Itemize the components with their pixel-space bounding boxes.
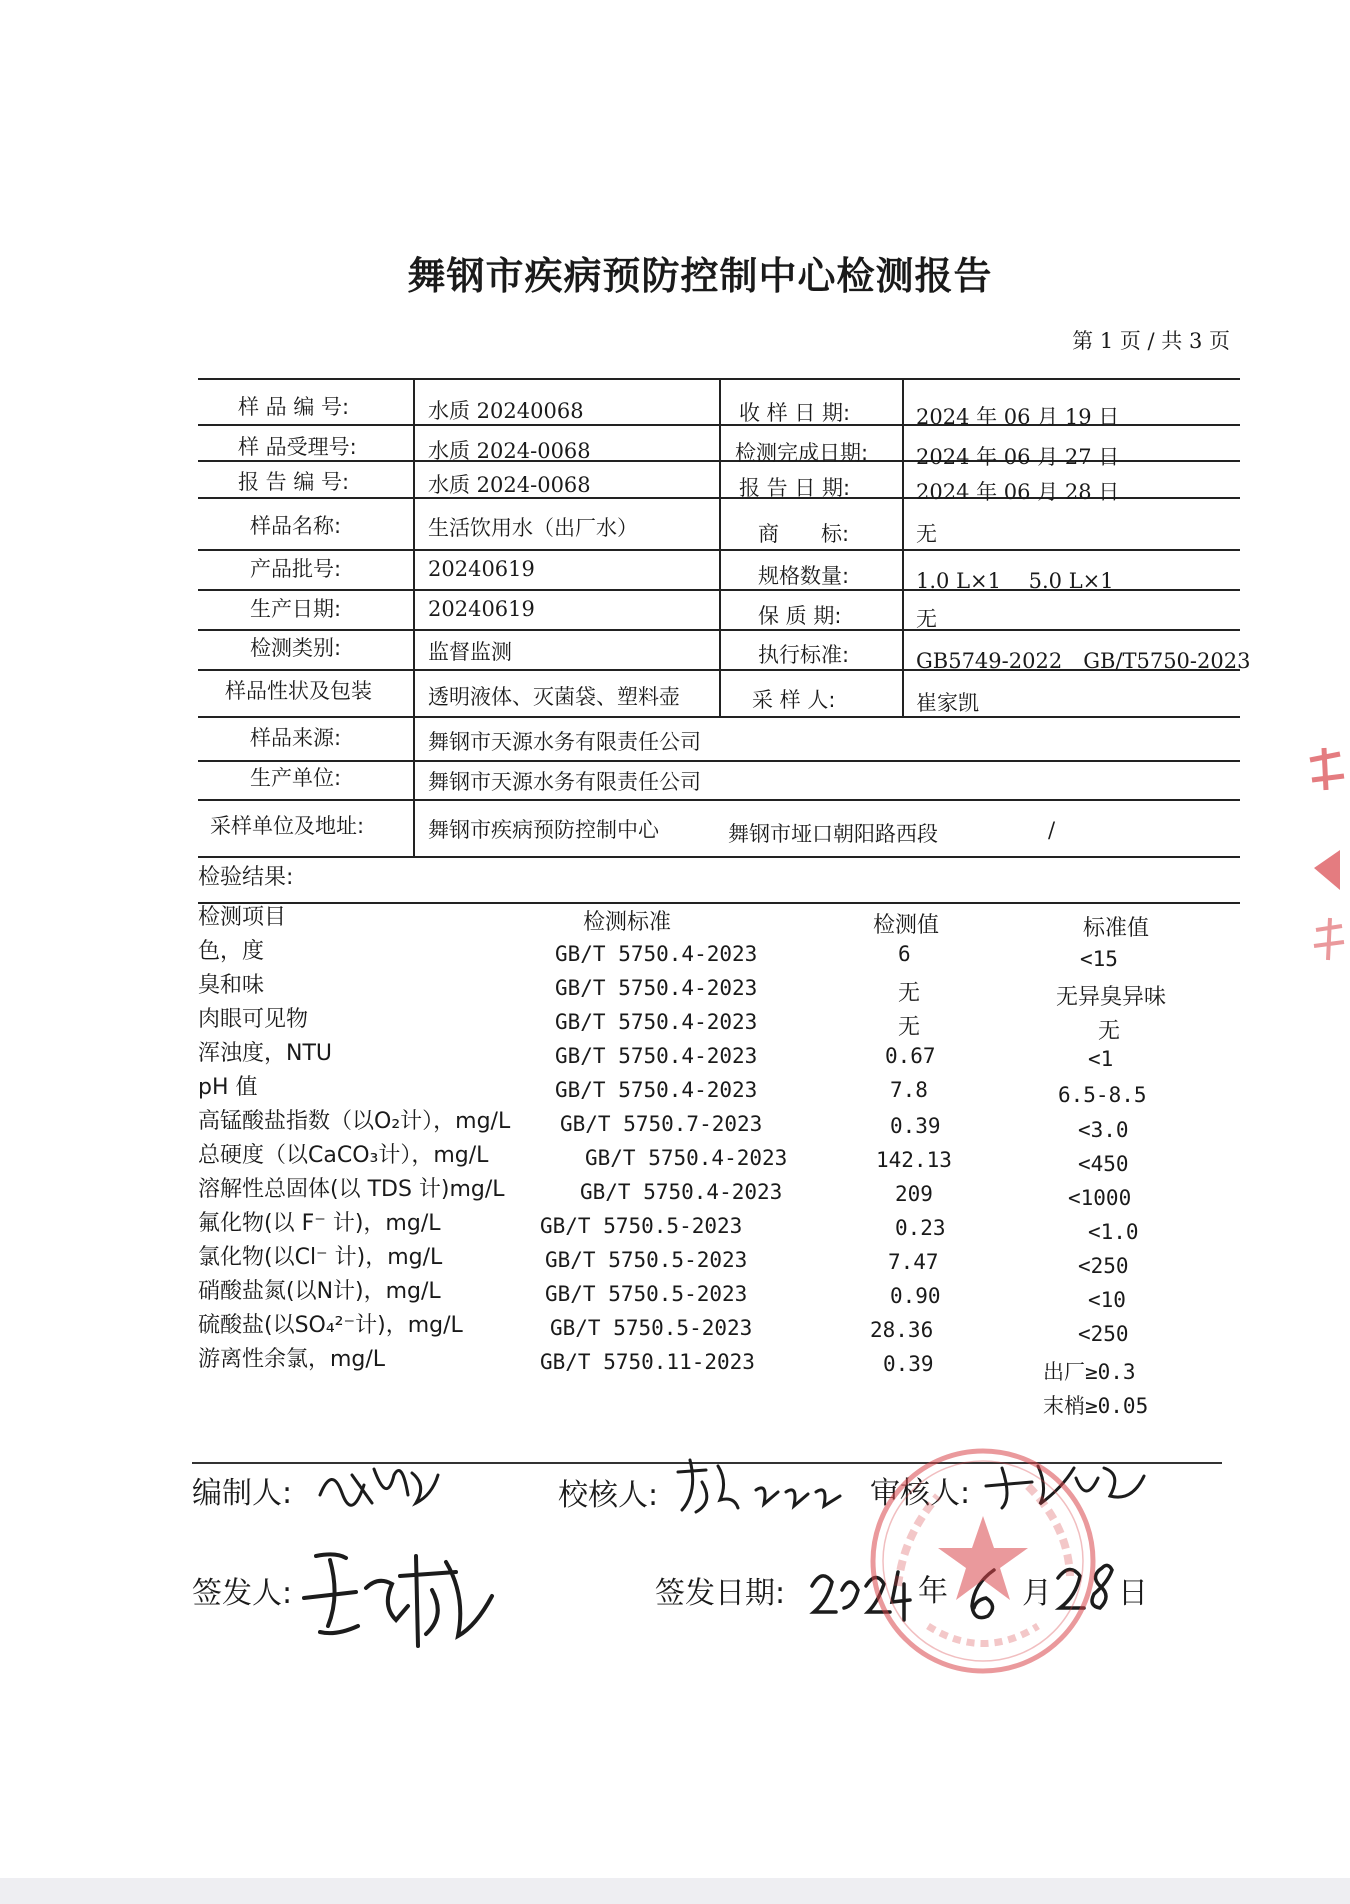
result-item: 氯化物(以Cl⁻ 计)，mg/L [198,1245,443,1270]
brand-value: 无 [916,522,937,546]
result-value: 0.39 [890,1114,941,1138]
address-slash: / [1048,818,1056,842]
finish-date-value: 2024 年 06 月 27 日 [916,445,1120,469]
result-limit-extra: 末梢≥0.05 [1043,1394,1149,1418]
shelf-life-label: 保 质 期: [758,604,842,628]
spec-value: 1.0 L×1 5.0 L×1 [916,569,1114,593]
result-value: 6 [898,942,911,966]
pack-label: 样品性状及包装 [225,679,372,703]
result-value: 7.8 [890,1078,928,1102]
sampling-address-value: 舞钢市垭口朝阳路西段 [728,822,938,846]
checker-label: 校核人: [558,1478,659,1513]
page-indicator: 第 1 页 / 共 3 页 [1072,329,1230,353]
sample-no-value: 水质 20240068 [428,399,584,423]
result-limit: <250 [1078,1322,1129,1346]
result-value: 28.36 [870,1318,934,1342]
sample-name-label: 样品名称: [250,514,342,538]
result-method: GB/T 5750.5-2023 [545,1248,748,1272]
result-limit: 出厂≥0.3 [1043,1360,1136,1384]
accept-no-label: 样 品受理号: [238,435,357,459]
result-value: 0.39 [883,1352,934,1376]
year-unit: 年 [918,1574,948,1609]
result-method: GB/T 5750.4-2023 [555,1078,758,1102]
report-date-value: 2024 年 06 月 28 日 [916,480,1120,504]
result-item: 肉眼可见物 [198,1007,309,1032]
result-method: GB/T 5750.4-2023 [580,1180,783,1204]
spec-label: 规格数量: [758,564,850,588]
receive-date-label: 收 样 日 期: [739,401,851,425]
report-date-label: 报 告 日 期: [739,476,851,500]
standard-value: GB5749-2022 GB/T5750-2023 [916,649,1251,673]
shelf-life-value: 无 [916,607,937,631]
finish-date-label: 检测完成日期: [735,441,869,465]
result-item: 氟化物(以 F⁻ 计)，mg/L [198,1211,441,1236]
result-limit: <1000 [1068,1186,1132,1210]
result-item: 硫酸盐(以SO₄²⁻计)，mg/L [198,1313,463,1338]
result-limit: 无异臭异味 [1056,985,1167,1010]
result-value: 无 [898,981,921,1006]
report-title: 舞钢市疾病预防控制中心检测报告 [407,254,993,298]
sampler-label: 采 样 人: [752,688,836,712]
compiler-signature [312,1455,442,1515]
result-method: GB/T 5750.4-2023 [555,1010,758,1034]
result-limit: 无 [1098,1019,1121,1044]
report-no-label: 报 告 编 号: [238,470,350,494]
result-item: 总硬度（以CaCO₃计），mg/L [198,1143,489,1168]
results-heading: 检验结果: [198,865,294,890]
result-value: 0.90 [890,1284,941,1308]
result-item: pH 值 [198,1075,258,1100]
result-value: 209 [895,1182,933,1206]
result-limit: <3.0 [1078,1118,1129,1142]
result-method: GB/T 5750.4-2023 [585,1146,788,1170]
report-no-value: 水质 2024-0068 [428,473,591,497]
result-method: GB/T 5750.4-2023 [555,976,758,1000]
compiler-label: 编制人: [192,1476,293,1511]
sampler-value: 崔家凯 [916,691,979,715]
sampling-unit-value: 舞钢市疾病预防控制中心 [428,818,659,842]
sample-no-label: 样 品 编 号: [238,395,350,419]
result-item: 高锰酸盐指数（以O₂计），mg/L [198,1109,511,1134]
result-item: 臭和味 [198,973,265,998]
batch-label: 产品批号: [250,557,342,581]
accept-no-value: 水质 2024-0068 [428,439,591,463]
result-method: GB/T 5750.5-2023 [545,1282,748,1306]
result-item: 浑浊度，NTU [198,1041,332,1066]
result-item: 色，度 [198,939,265,964]
test-type-label: 检测类别: [250,636,342,660]
scan-bottom-edge [0,1878,1350,1904]
result-method: GB/T 5750.11-2023 [540,1350,755,1374]
result-method: GB/T 5750.4-2023 [555,1044,758,1068]
result-item: 硝酸盐氮(以N计)，mg/L [198,1279,441,1304]
test-type-value: 监督监测 [428,640,512,664]
result-value: 7.47 [888,1250,939,1274]
checker-signature [668,1452,848,1522]
col-method-header: 检测标准 [583,910,672,935]
batch-value: 20240619 [428,557,535,581]
result-limit: <1 [1088,1047,1114,1071]
reviewer-label: 审核人: [870,1476,971,1511]
result-limit: <250 [1078,1254,1129,1278]
sample-name-value: 生活饮用水（出厂水） [428,516,638,540]
result-method: GB/T 5750.5-2023 [550,1316,753,1340]
result-value: 0.23 [895,1216,946,1240]
result-value: 无 [898,1015,921,1040]
producer-value: 舞钢市天源水务有限责任公司 [428,770,701,794]
receive-date-value: 2024 年 06 月 19 日 [916,405,1120,429]
standard-label: 执行标准: [758,643,850,667]
day-unit: 日 [1118,1576,1148,1611]
issuer-label: 签发人: [192,1576,293,1611]
prod-date-value: 20240619 [428,597,535,621]
edge-stamp-fragment [1300,740,1350,970]
result-limit: <15 [1080,947,1118,971]
result-limit: <450 [1078,1152,1129,1176]
pack-value: 透明液体、灭菌袋、塑料壶 [428,685,680,709]
month-unit: 月 [1022,1576,1052,1611]
issue-date-label: 签发日期: [655,1576,786,1611]
source-value: 舞钢市天源水务有限责任公司 [428,730,701,754]
result-limit: 6.5-8.5 [1058,1083,1147,1107]
col-item-header: 检测项目 [198,905,287,930]
result-method: GB/T 5750.7-2023 [560,1112,763,1136]
col-value-header: 检测值 [873,913,940,938]
official-seal-stamp [858,1436,1108,1686]
prod-date-label: 生产日期: [250,597,342,621]
result-method: GB/T 5750.5-2023 [540,1214,743,1238]
result-limit: <1.0 [1088,1220,1139,1244]
result-item: 游离性余氯，mg/L [198,1347,386,1372]
source-label: 样品来源: [250,726,342,750]
result-method: GB/T 5750.4-2023 [555,942,758,966]
sampling-unit-label: 采样单位及地址: [210,814,365,838]
result-value: 142.13 [876,1148,952,1172]
issuer-signature [296,1536,516,1666]
brand-label: 商 标: [758,522,850,546]
result-limit: <10 [1088,1288,1126,1312]
result-value: 0.67 [885,1044,936,1068]
result-item: 溶解性总固体(以 TDS 计)mg/L [198,1177,505,1202]
producer-label: 生产单位: [250,766,342,790]
col-limit-header: 标准值 [1083,916,1150,941]
